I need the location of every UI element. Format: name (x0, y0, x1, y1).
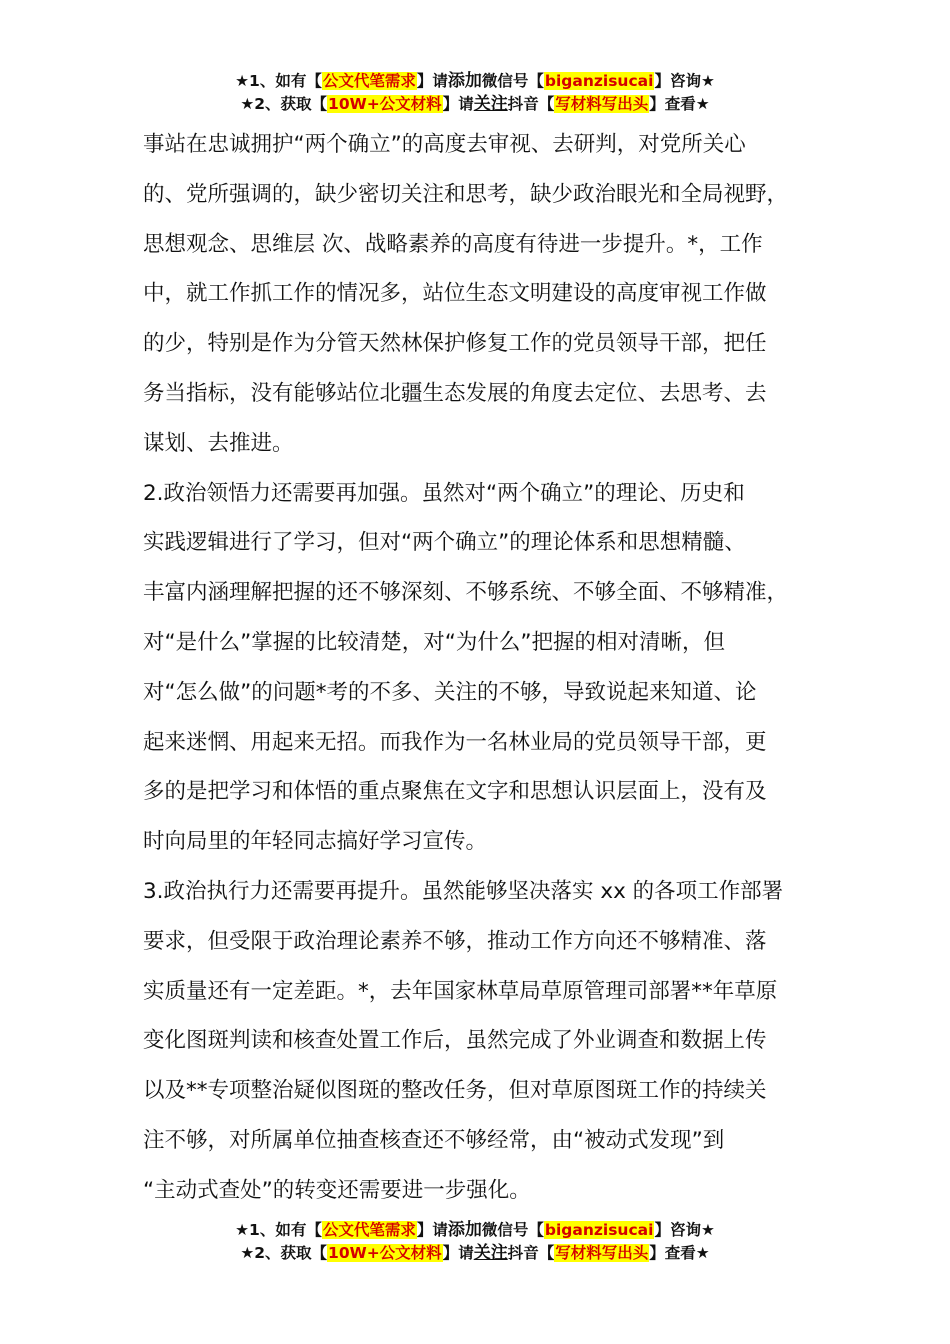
body-line: 时向局里的年轻同志搞好学习宣传。 (143, 829, 488, 855)
body-line: 实质量还有一定差距。*，去年国家林草局草原管理司部署**年草原 (143, 978, 778, 1004)
banner-line-2 (0, 1242, 950, 1265)
banner-text: 抖音【 (507, 95, 555, 113)
highlight-materials: 10W+公文材料 (328, 1244, 442, 1262)
highlight-douyin-account: 写材料写出头 (555, 95, 649, 113)
banner-line-2 (0, 93, 950, 116)
highlight-service: 公文代笔需求 (322, 72, 416, 90)
body-line: 对“怎么做”的问题*考的不多、关注的不够，导致说起来知道、论 (143, 679, 757, 705)
body-line: 丰富内涵理解把握的还不够深刻、不够系统、不够全面、不够精准， (143, 580, 789, 606)
highlight-service: 公文代笔需求 (322, 1221, 416, 1239)
banner-text: 】请 (442, 95, 474, 113)
body-line: 以及**专项整治疑似图斑的整改任务，但对草原图斑工作的持续关 (143, 1078, 767, 1104)
body-line: 事站在忠诚拥护“两个确立”的高度去审视、去研判，对党所关心 (143, 132, 746, 157)
banner-text: ★2、获取【 (240, 95, 328, 113)
body-line: 多的是把学习和体悟的重点聚焦在文字和思想认识层面上，没有及 (143, 779, 767, 805)
banner-text: ★2、获取【 (240, 1244, 328, 1262)
body-line: 变化图斑判读和核查处置工作后，虽然完成了外业调查和数据上传 (143, 1028, 767, 1054)
footer-banner (0, 1219, 950, 1265)
header-banner (0, 70, 950, 116)
banner-text: 】请 (416, 72, 448, 90)
body-line: 谋划、去推进。 (143, 430, 294, 456)
highlight-wechat-id: biganzisucai (544, 1221, 654, 1239)
body-line: 3.政治执行力还需要再提升。虽然能够坚决落实 xx 的各项工作部署 (143, 878, 784, 904)
highlight-wechat-id: biganzisucai (544, 72, 654, 90)
body-line: 对“是什么”掌握的比较清楚，对“为什么”把握的相对清晰，但 (143, 629, 726, 655)
body-line: 2.政治领悟力还需要再加强。虽然对“两个确立”的理论、历史和 (143, 480, 745, 506)
banner-emphasis: 关注 (473, 1243, 508, 1263)
banner-text: 微信号【 (481, 1221, 544, 1239)
banner-text: 】查看★ (649, 95, 710, 113)
banner-text: 微信号【 (481, 72, 544, 90)
banner-emphasis: 关注 (473, 94, 508, 114)
banner-text: 】请 (442, 1244, 474, 1262)
highlight-materials: 10W+公文材料 (328, 95, 442, 113)
banner-text: 】查看★ (649, 1244, 710, 1262)
banner-line-1 (0, 1219, 950, 1242)
banner-text: 】咨询★ (654, 72, 715, 90)
highlight-douyin-account: 写材料写出头 (555, 1244, 649, 1262)
banner-emphasis: 添加 (447, 71, 482, 91)
document-body (143, 120, 843, 1216)
body-line: 实践逻辑进行了学习，但对“两个确立”的理论体系和思想精髓、 (143, 530, 746, 556)
banner-emphasis: 添加 (447, 1220, 482, 1240)
banner-text: ★1、如有【 (235, 72, 322, 90)
body-line: 要求，但受限于政治理论素养不够，推动工作方向还不够精准、落 (143, 928, 767, 954)
banner-text: 】咨询★ (654, 1221, 715, 1239)
banner-line-1 (0, 70, 950, 93)
body-line: 注不够，对所属单位抽查核查还不够经常，由“被动式发现”到 (143, 1127, 725, 1153)
body-line: 务当指标，没有能够站位北疆生态发展的角度去定位、去思考、去 (143, 380, 767, 406)
body-line: 思想观念、思维层 次、战略素养的高度有待进一步提升。*，工作 (143, 231, 763, 257)
body-line: 的、党所强调的，缺少密切关注和思考，缺少政治眼光和全局视野， (143, 181, 789, 207)
body-line: “主动式查处”的转变还需要进一步强化。 (143, 1177, 531, 1203)
body-line: 的少，特别是作为分管天然林保护修复工作的党员领导干部，把任 (143, 331, 767, 357)
banner-text: 】请 (416, 1221, 448, 1239)
banner-text: ★1、如有【 (235, 1221, 322, 1239)
body-line: 起来迷惘、用起来无招。而我作为一名林业局的党员领导干部，更 (143, 729, 767, 755)
banner-text: 抖音【 (507, 1244, 555, 1262)
body-line: 中，就工作抓工作的情况多，站位生态文明建设的高度审视工作做 (143, 281, 767, 307)
